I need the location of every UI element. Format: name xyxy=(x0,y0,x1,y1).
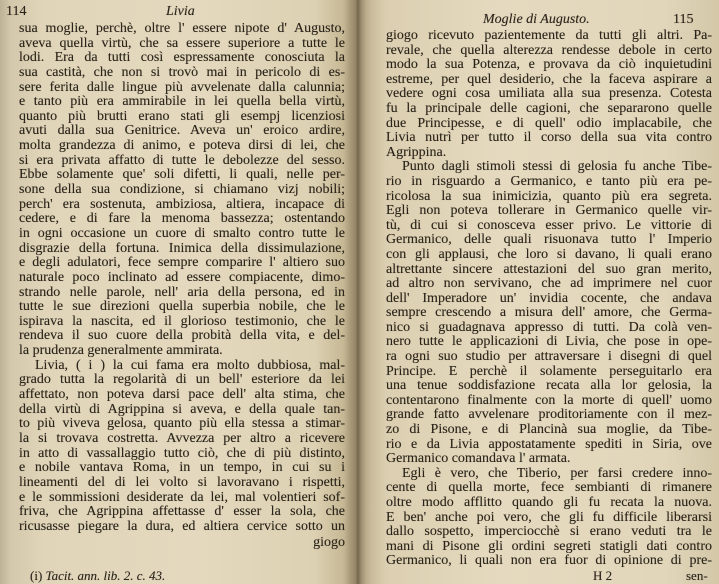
text-block xyxy=(386,29,712,569)
text-block xyxy=(19,22,345,534)
text-line: della virtù di Agrippina si aveva, e della quale tan- xyxy=(19,401,345,417)
text-line: rio e da Livia appostatamente spediti in Siria, ove xyxy=(386,436,712,452)
paragraph xyxy=(19,359,345,535)
text-line: ricusasse piegare la dura, ed altiera cervice sotto un xyxy=(19,518,345,534)
text-line: Principe. E perchè il solamente perseguitarlo era xyxy=(386,363,712,379)
text-line: E ben' anche poi vero, che gli fu difficile liberarsi xyxy=(386,509,712,525)
text-line: in ogni occasione un cuore di smalto contro tutte le xyxy=(19,225,345,241)
paragraph xyxy=(386,29,712,160)
text-line: una tenue soddisfazione recata alla lor gelosia, la xyxy=(386,378,712,394)
text-line: dallo sospetto, imperciocchè si erano veduti tra le xyxy=(386,524,712,540)
left-page xyxy=(0,0,357,584)
text-line: e le sommissioni desiderate da lei, mal volentieri sof- xyxy=(19,489,345,505)
text-line: e tanto più era ammirabile in lei quella bella virtù, xyxy=(19,94,345,110)
text-line: molta grandezza di animo, e poteva dirsi di lei, che xyxy=(19,138,345,154)
text-line: la prudenza generalmente ammirata. xyxy=(19,343,223,359)
text-line: Germanico comandava l' armata. xyxy=(386,451,571,467)
text-line: grande fatto avvelenare proditoriamente con il mez- xyxy=(386,407,712,423)
text-line: nero tutte le applicazioni di Livia, che pose in ope- xyxy=(386,334,712,350)
running-head: Moglie di Augusto. xyxy=(483,12,590,27)
text-line: Germanico, delle quali risuonava tutto l' Imperio xyxy=(386,232,712,248)
page-number: 114 xyxy=(6,4,27,19)
footnote-citation: Tacit. ann. lib. 2. c. 43. xyxy=(45,568,166,583)
text-line: lineamenti del di lei volto si lavoravano i rispetti, xyxy=(19,474,345,490)
catchword: giogo xyxy=(313,535,345,550)
catchword: sen- xyxy=(686,568,708,583)
text-line: aveva quella virtù, che sa essere superiore a tutte le xyxy=(19,35,345,51)
text-line: tutte le sue direzioni quella superbia nobile, che le xyxy=(19,299,345,315)
text-line: altrettante sincere attestazioni del suo gran merito, xyxy=(386,261,712,277)
text-line: Punto dagli stimoli stessi di gelosia fu anche Tibe- xyxy=(402,159,712,175)
text-line: ra ogni suo studio per attraversare i disegni di quel xyxy=(386,349,712,365)
text-line: Egli non poteva tollerare in Germanico quelle vir- xyxy=(386,203,712,219)
text-line: grado tutta la regolarità di un bell' esteriore da lei xyxy=(19,372,345,388)
footnote-marker: (i) xyxy=(30,568,43,583)
text-line: e nobile vantava Roma, in un tempo, in cui su i xyxy=(19,460,345,476)
text-line: Livia nutrì per tutto il corso della sua vita contro xyxy=(386,130,712,146)
paragraph xyxy=(386,160,712,466)
text-line: avuti dalla sua Genitrice. Aveva un' eroico ardire, xyxy=(19,123,345,139)
text-line: oltre modo afflitto quando gli fu recata la nuova. xyxy=(386,495,712,510)
text-line: Ebbe solamente que' soli difetti, li quali, nelle per- xyxy=(19,167,345,183)
text-line: friva, che Agrippina affettasse d' esser la sola, che xyxy=(19,504,345,520)
text-line: naturale poco inclinato ad essere compiacente, dimo- xyxy=(19,269,345,285)
text-line: nico si guadagnava appresso di tutti. Da colà ven- xyxy=(386,319,712,335)
text-line: disgrazie della fortuna. Inimica della dissimulazione, xyxy=(19,240,345,256)
text-line: sone della sua condizione, si chiamano vizj nobili; xyxy=(19,182,345,198)
text-line: ad altro non servivano, che ad imprimere nel cuor xyxy=(386,276,712,292)
text-line: contentarono finalmente con la morte di quell' uomo xyxy=(386,392,712,408)
text-line: rio in risguardo a Germanico, e tanto più era pe- xyxy=(386,173,712,189)
text-line: perch' era sostenuta, ambiziosa, altiera, incapace di xyxy=(19,196,345,212)
paragraph xyxy=(19,22,345,359)
signature-mark: H 2 xyxy=(593,568,613,583)
text-line: vedere ogni cosa umiliata alla sua presenza. Cotesta xyxy=(386,86,712,102)
text-line: con gli applausi, che loro si davano, li quali erano xyxy=(386,246,712,262)
text-line: dell' Imperadore un' invidia cocente, che andava xyxy=(386,290,712,306)
text-line: rendeva il suo cuore della probità della vita, e del- xyxy=(19,328,345,344)
page-number: 115 xyxy=(673,12,694,27)
text-line: zo di Pisone, e di Plancinà sua moglie, da Tibe- xyxy=(386,422,712,438)
text-line: sua castità, che non si trovò mai in pericolo di es- xyxy=(19,64,345,80)
text-line: in atto di vassallaggio tutto ciò, che di più distinto, xyxy=(19,445,345,461)
text-line: cedere, e di fare la menoma bassezza; ostentando xyxy=(19,211,345,227)
text-line: sua moglie, perchè, oltre l' essere nipote d' Augusto, xyxy=(19,21,345,36)
text-line: la si trovava costretta. Avvezza per altro a ricevere xyxy=(19,430,345,446)
text-line: giogo ricevuto pazientemente da tutti gli altri. Pa- xyxy=(386,28,712,43)
text-line: Agrippina. xyxy=(386,144,447,160)
text-line: lodi. Era da tutti così espressamente conosciuta la xyxy=(19,50,345,66)
text-line: sere ferita dalle lingue più avvelenate dalla calunnia; xyxy=(19,79,345,95)
text-line: tù, di cui si conosceva esser privo. Le vittorie di xyxy=(386,217,712,233)
text-line: Livia, ( i ) la cui fama era molto dubbiosa, mal- xyxy=(35,357,345,373)
text-line: mani di Pisone gli ordini segreti statigli dati contro xyxy=(386,538,712,554)
text-line: affettato, non poteva darsi pace dell' alta stima, che xyxy=(19,387,345,403)
text-line: revale, che quella alterezza rendesse debole in certo xyxy=(386,42,712,58)
paragraph xyxy=(386,467,712,569)
text-line: sempre crescendo a misura dell' amore, che Germa- xyxy=(386,305,712,321)
text-line: ricolosa la sua inimicizia, quanto più era segreta. xyxy=(386,188,712,204)
text-line: estreme, per quel desiderio, che la faceva aspirare a xyxy=(386,71,712,87)
text-line: strando nelle parole, nell' aria della persona, ed in xyxy=(19,284,345,300)
text-line: Germanico, li quali non era fuor di opinione di pre- xyxy=(386,553,712,569)
running-head: Livia xyxy=(166,4,195,19)
text-line: si era privata affatto di tutte le debolezze del sesso. xyxy=(19,152,345,168)
footnote xyxy=(30,568,165,583)
text-line: modo la sua Potenza, e provava da ciò inquietudini xyxy=(386,57,712,73)
text-line: quanto più brutti erano stati gli esempj licenziosi xyxy=(19,108,345,124)
text-line: to più viveva gelosa, quanto più ella stessa a stimar- xyxy=(19,416,345,432)
text-line: cente di quella morte, fece sembianti di rimanere xyxy=(386,480,712,496)
text-line: fu la principale delle cagioni, che separarono quelle xyxy=(386,100,712,116)
text-line: ispirava la nascita, ed il glorioso testimonio, che le xyxy=(19,313,345,329)
right-page xyxy=(357,0,719,584)
text-line: e degli adulatori, fece sempre comparire l' altiero suo xyxy=(19,255,345,271)
text-line: Egli è vero, che Tiberio, per farsi credere inno- xyxy=(402,465,712,481)
text-line: due Principesse, e di quell' odio implacabile, che xyxy=(386,115,712,131)
